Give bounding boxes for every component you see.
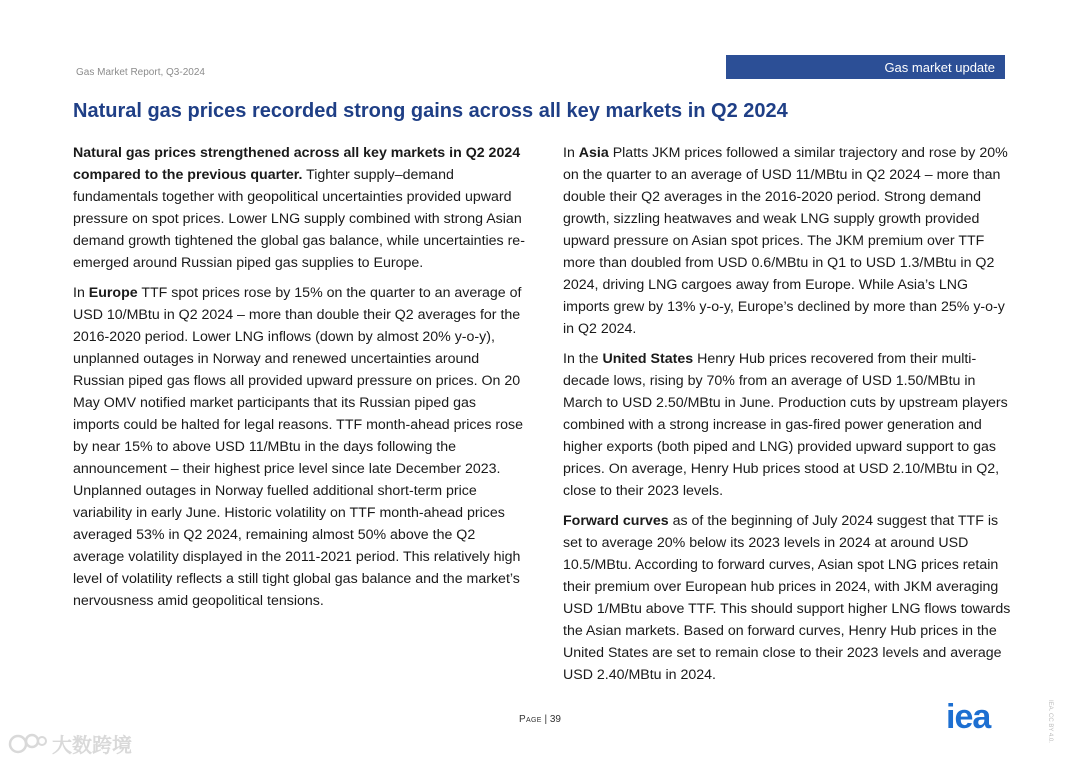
paragraph-text: Platts JKM prices followed a similar trajectory and rose by 20% on the quarter to an average of USD 11/MBtu in Q2 2024 – more than double their Q2 averages in the 2016-2020 period. Strong demand growth, sizzling heatwaves and weak LNG supply growth provided upward pressure on Asian spot prices. The JKM premium over TTF more than doubled from USD 0.6/MBtu in Q1 to USD 1.3/MBtu in Q2 2024, driving LNG cargoes away from Europe. While Asia’s LNG imports grew by 13% y-o-y, Europe’s declined by more than 25% y-o-y in Q2 2024. <box>563 145 1008 337</box>
watermark <box>8 729 132 758</box>
left-column <box>73 142 525 620</box>
paragraph-text: TTF spot prices rose by 15% on the quarter to an average of USD 10/MBtu in Q2 2024 – more than double their Q2 averages for the 2016-2020 period. Lower LNG inflows (down by almost 20% y-o-y), unplanned outages in Norway and renewed uncertainties around Russian piped gas flows all provided upward pressure on prices. On 20 May OMV notified market participants that its Russian piped gas imports could be halted for legal reasons. TTF month-ahead prices rose by near 15% to above USD 11/MBtu in the days following the announcement – their highest price level since late December 2023. Unplanned outages in Norway fuelled additional short-term price variability in early June. Historic volatility on TTF month-ahead prices averaged 53% in Q2 2024, remaining almost 50% above the Q2 average volatility displayed in the 2011-2021 period. This relatively high level of volatility reflects a still tight global gas balance and the market’s nervousness amid geopolitical tensions. <box>73 285 524 609</box>
report-label: Gas Market Report, Q3-2024 <box>76 67 205 78</box>
paragraph-forward-curves <box>563 510 1011 686</box>
page-title: Natural gas prices recorded strong gains across all key markets in Q2 2024 <box>73 100 788 122</box>
section-label: Gas market update <box>884 59 995 75</box>
right-column <box>563 142 1011 694</box>
paragraph-europe <box>73 282 525 612</box>
paragraph-united-states <box>563 348 1011 502</box>
paragraph-prefix: In <box>563 145 579 161</box>
watermark-text: 大数跨境 <box>52 735 132 757</box>
page-number-value: 39 <box>549 714 561 725</box>
paragraph-text: as of the beginning of July 2024 suggest that TTF is set to average 20% below its 2023 levels in 2024 at around USD 10.5/MBtu. According to forward curves, Asian spot LNG prices retain their premium over European hub prices in 2024, with JKM averaging USD 1/MBtu above TTF. This should support higher LNG flows towards the Asian markets. Based on forward curves, Henry Hub prices in the United States are set to remain close to their 2023 levels and average USD 2.40/MBtu in 2024. <box>563 513 1011 683</box>
paragraph-prefix: In <box>73 285 89 301</box>
paragraph-lead: Asia <box>578 145 609 161</box>
paragraph-asia <box>563 142 1011 340</box>
paragraph-text: Henry Hub prices recovered from their multi-decade lows, rising by 70% from an average of USD 1.50/MBtu in March to USD 2.50/MBtu in June. Production cuts by upstream players combined with a strong increase in gas-fired power generation and higher exports (both piped and LNG) provided upward support to gas prices. On average, Henry Hub prices stood at USD 2.10/MBtu in Q2, close to their 2023 levels. <box>563 351 1008 499</box>
paragraph-lead: United States <box>602 351 694 367</box>
iea-logo: iea <box>946 698 991 736</box>
paragraph-overview <box>73 142 525 274</box>
page-label: Page <box>519 714 542 725</box>
section-banner <box>726 55 1005 79</box>
paragraph-prefix: In the <box>563 351 603 367</box>
paragraph-lead: Forward curves <box>563 513 669 529</box>
page-number <box>0 714 1080 725</box>
paragraph-lead: Europe <box>88 285 138 301</box>
watermark-icon <box>8 731 48 757</box>
page-separator: | <box>541 714 550 725</box>
paragraph-lead: Natural gas prices strengthened across all key markets in Q2 2024 compared to the previous quarter. <box>73 145 521 183</box>
paragraph-text: Tighter supply–demand fundamentals together with geopolitical uncertainties provided upward pressure on spot prices. Lower LNG supply combined with strong Asian demand growth tightened the global gas balance, while uncertainties re-emerged around Russian piped gas supplies to Europe. <box>73 167 525 271</box>
license-note: IEA. CC BY 4.0. <box>1047 700 1053 743</box>
